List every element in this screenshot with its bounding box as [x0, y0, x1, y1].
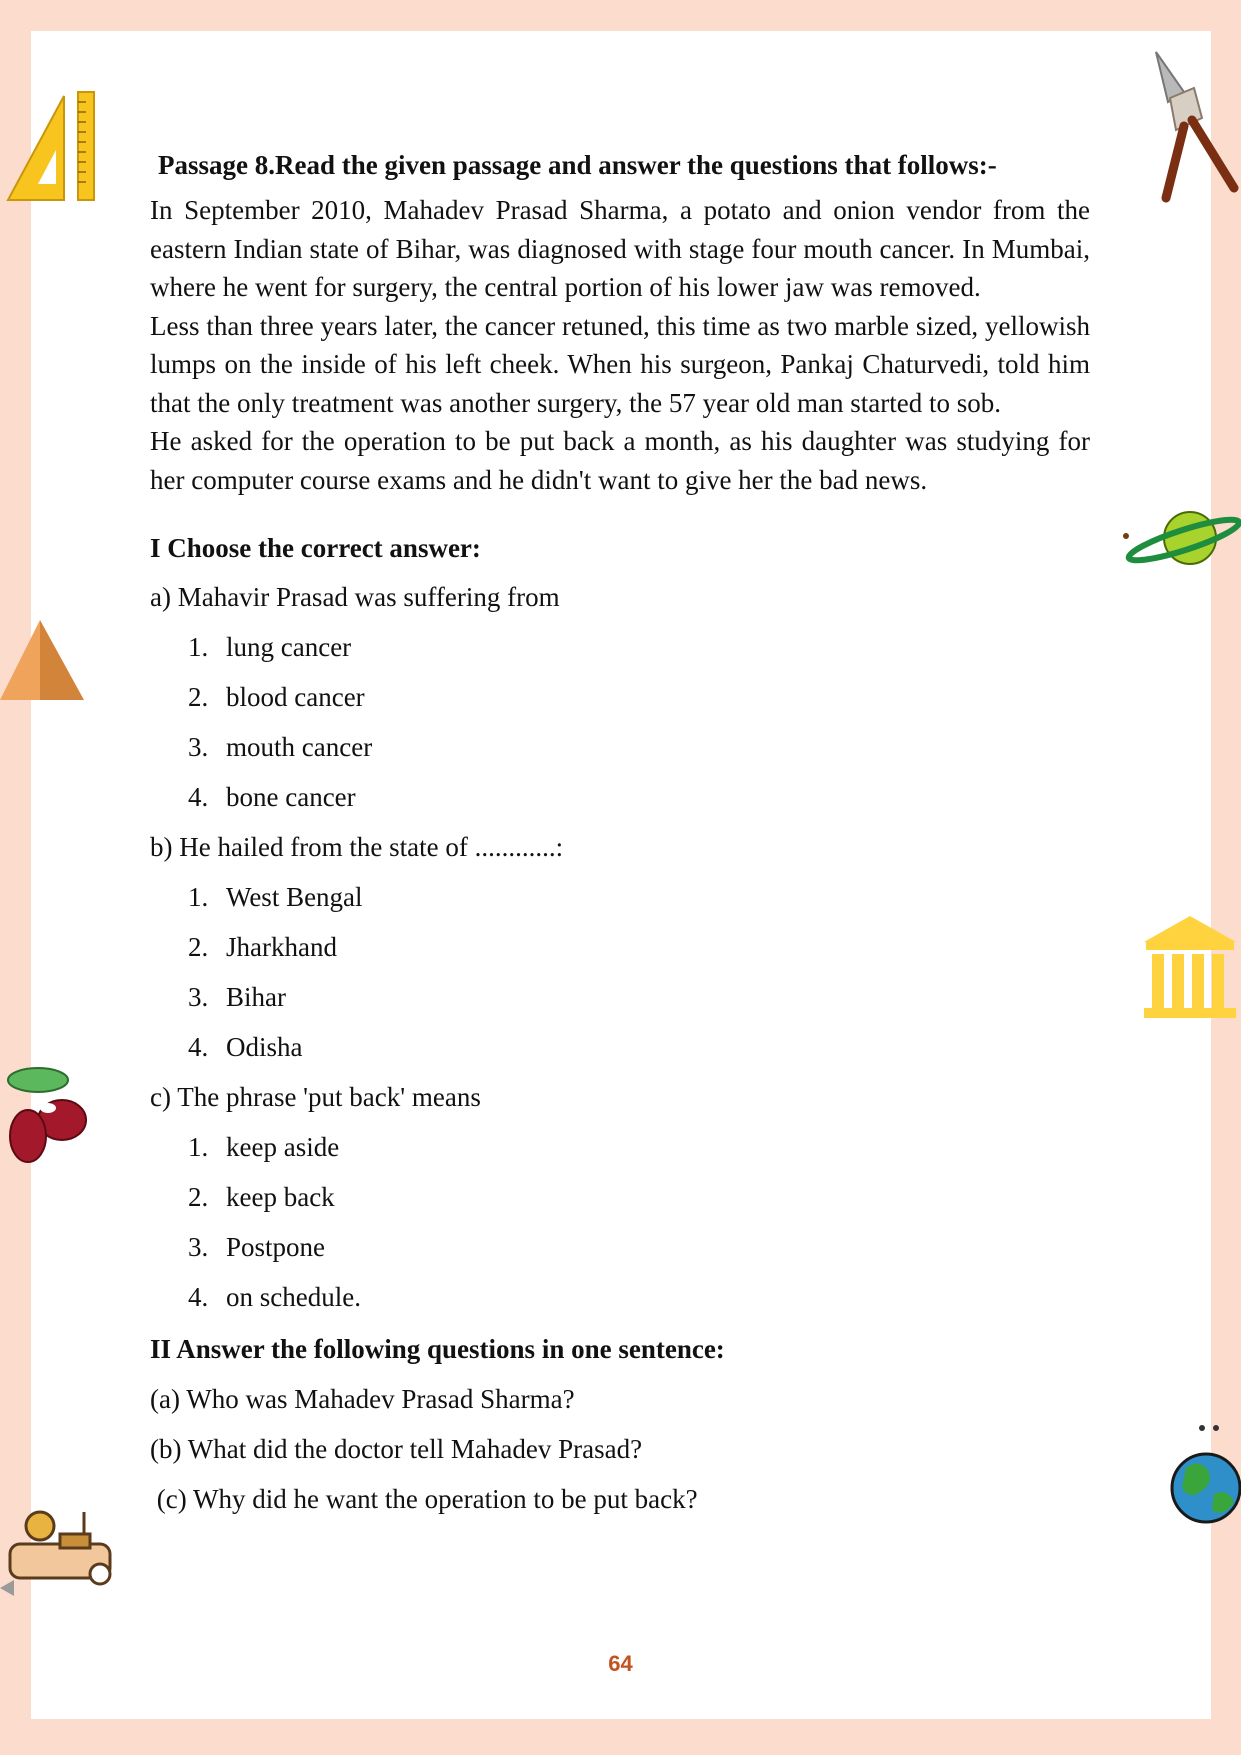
option-text: Jharkhand — [226, 932, 337, 962]
option-number: 2. — [188, 1182, 209, 1212]
option-text: blood cancer — [226, 682, 365, 712]
pyramid-icon — [0, 616, 86, 704]
berries-icon — [4, 1062, 90, 1166]
option-item — [188, 1022, 1090, 1072]
option-number: 3. — [188, 732, 209, 762]
option-number: 3. — [188, 982, 209, 1012]
short-question-b: (b) What did the doctor tell Mahadev Prasad? — [150, 1434, 643, 1464]
option-number: 1. — [188, 1132, 209, 1162]
question-b: b) He hailed from the state of ............: — [150, 832, 564, 862]
option-item — [188, 1172, 1090, 1222]
option-text: Postpone — [226, 1232, 326, 1262]
option-text: Odisha — [226, 1032, 303, 1062]
option-text: bone cancer — [226, 782, 356, 812]
option-number: 4. — [188, 782, 209, 812]
section1-title: I Choose the correct answer: — [150, 533, 481, 563]
option-number: 4. — [188, 1032, 209, 1062]
passage-paragraph: He asked for the operation to be put back a month, as his daughter was studying for her computer course exams and he didn't want to give her the bad news. — [150, 426, 1090, 495]
option-text: on schedule. — [226, 1282, 361, 1312]
option-item — [188, 872, 1090, 922]
option-item — [188, 1222, 1090, 1272]
planet-icon — [1122, 502, 1241, 572]
question-b-options — [150, 872, 1090, 1072]
section2-title: II Answer the following questions in one sentence: — [150, 1334, 725, 1364]
option-item — [188, 772, 1090, 822]
passage-paragraph: In September 2010, Mahadev Prasad Sharma, a potato and onion vendor from the eastern Indian state of Bihar, was diagnosed with stage four mouth cancer. In Mumbai, where he went for surgery, the central portion of his lower jaw was removed. — [150, 195, 1090, 302]
option-item — [188, 922, 1090, 972]
option-item — [188, 672, 1090, 722]
option-text: mouth cancer — [226, 732, 373, 762]
question-c-options — [150, 1122, 1090, 1322]
lab-apparatus-icon — [0, 1504, 126, 1600]
question-a-options — [150, 622, 1090, 822]
column-building-icon — [1140, 912, 1241, 1022]
option-number: 2. — [188, 932, 209, 962]
option-text: West Bengal — [226, 882, 363, 912]
pliers-icon — [1150, 48, 1240, 204]
option-text: Bihar — [226, 982, 286, 1012]
option-item — [188, 1122, 1090, 1172]
set-square-ruler-icon — [4, 88, 100, 204]
worksheet-content — [150, 150, 1090, 1524]
passage-paragraph: Less than three years later, the cancer retuned, this time as two marble sized, yellowish lumps on the inside of his left cheek. When his surgeon, Pankaj Chaturvedi, told him that the only treatment was another surgery, the 57 year old man started to sob. — [150, 310, 1090, 418]
option-text: keep aside — [226, 1132, 340, 1162]
option-item — [188, 972, 1090, 1022]
question-a: a) Mahavir Prasad was suffering from — [150, 582, 560, 612]
short-question-a: (a) Who was Mahadev Prasad Sharma? — [150, 1384, 575, 1414]
page-number: 64 — [608, 1651, 633, 1676]
option-item — [188, 722, 1090, 772]
question-c: c) The phrase 'put back' means — [150, 1082, 481, 1112]
option-item — [188, 622, 1090, 672]
option-number: 1. — [188, 882, 209, 912]
option-number: 2. — [188, 682, 209, 712]
option-number: 1. — [188, 632, 209, 662]
option-number: 4. — [188, 1282, 209, 1312]
option-number: 3. — [188, 1232, 209, 1262]
option-text: lung cancer — [226, 632, 352, 662]
option-text: keep back — [226, 1182, 335, 1212]
option-item — [188, 1272, 1090, 1322]
short-question-c: (c) Why did he want the operation to be put back? — [150, 1484, 698, 1514]
passage-title: Passage 8.Read the given passage and answer the questions that follows:- — [158, 150, 997, 180]
globe-icon — [1168, 1422, 1241, 1528]
